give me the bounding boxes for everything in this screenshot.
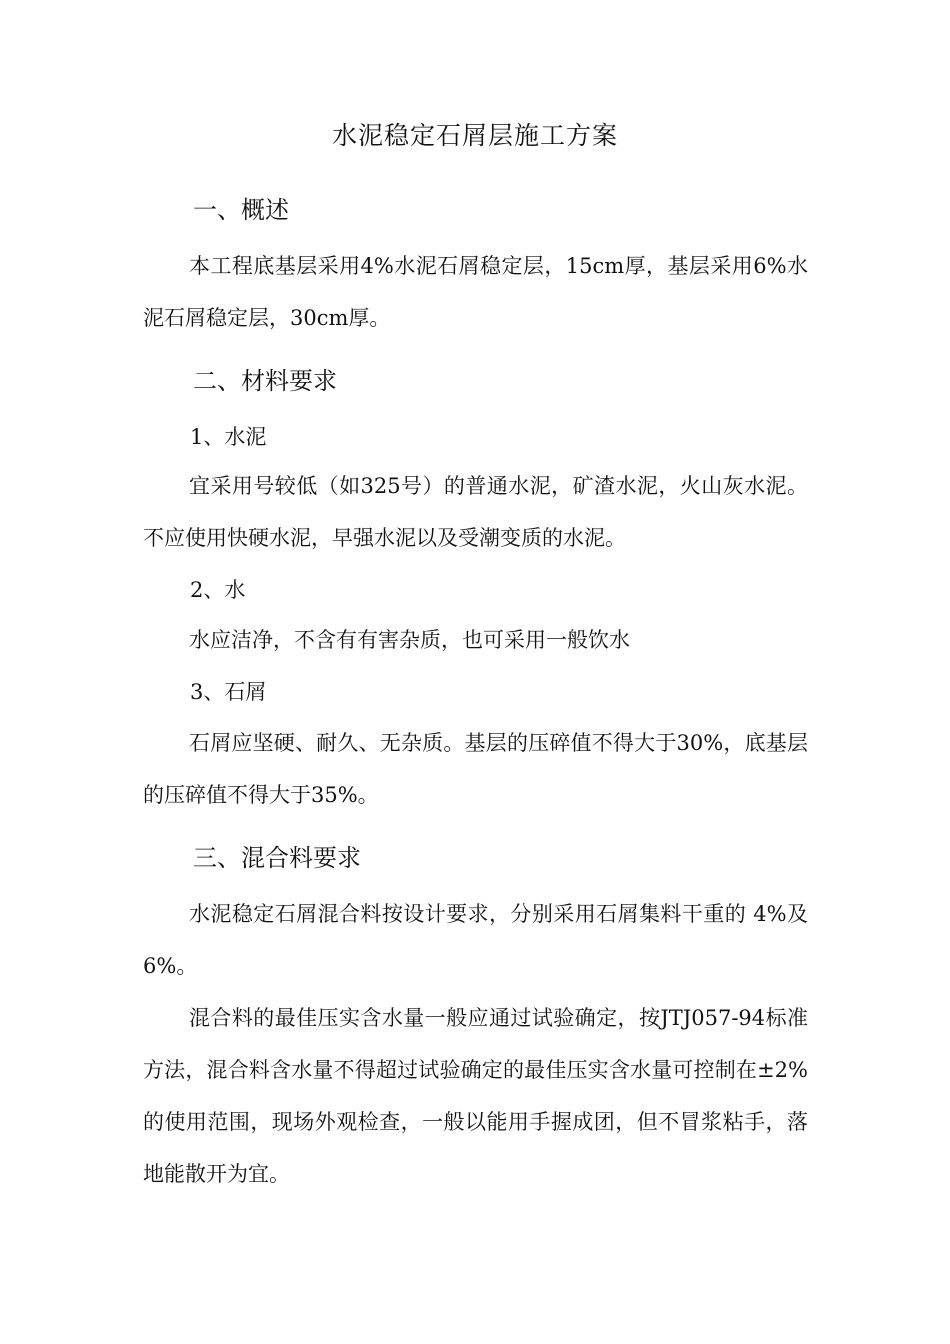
subheading-cement: 1、水泥: [190, 425, 267, 449]
document-title: 水泥稳定石屑层施工方案: [331, 121, 618, 150]
section-heading-materials: 二、材料要求: [193, 367, 337, 395]
subheading-water: 2、水: [190, 578, 246, 602]
stone-chips-paragraph: 石屑应坚硬、耐久、无杂质。基层的压碎值不得大于30%，底基层的压碎值不得大于35%。: [143, 731, 808, 807]
section-heading-overview: 一、概述: [193, 196, 289, 224]
mixture-paragraph-moisture: 混合料的最佳压实含水量一般应通过试验确定，按JTJ057-94标准方法，混合料含水量不得超过试验确定的最佳压实含水量可控制在±2%的使用范围，现场外观检查，一般以能用手握成团，但不冒浆粘手，落地能散开为宜。: [143, 1006, 808, 1186]
cement-paragraph: 宜采用号较低（如325号）的普通水泥，矿渣水泥，火山灰水泥。不应使用快硬水泥，早强水泥以及受潮变质的水泥。: [143, 474, 808, 550]
overview-paragraph: 本工程底基层采用4%水泥石屑稳定层，15cm厚，基层采用6%水泥石屑稳定层，30cm厚。: [143, 254, 808, 330]
subheading-stone-chips: 3、石屑: [190, 680, 267, 704]
mixture-paragraph-ratio: 水泥稳定石屑混合料按设计要求，分别采用石屑集料干重的 4%及6%。: [143, 902, 808, 978]
section-heading-mixture: 三、混合料要求: [193, 844, 361, 872]
water-paragraph: 水应洁净，不含有有害杂质，也可采用一般饮水: [189, 628, 630, 652]
